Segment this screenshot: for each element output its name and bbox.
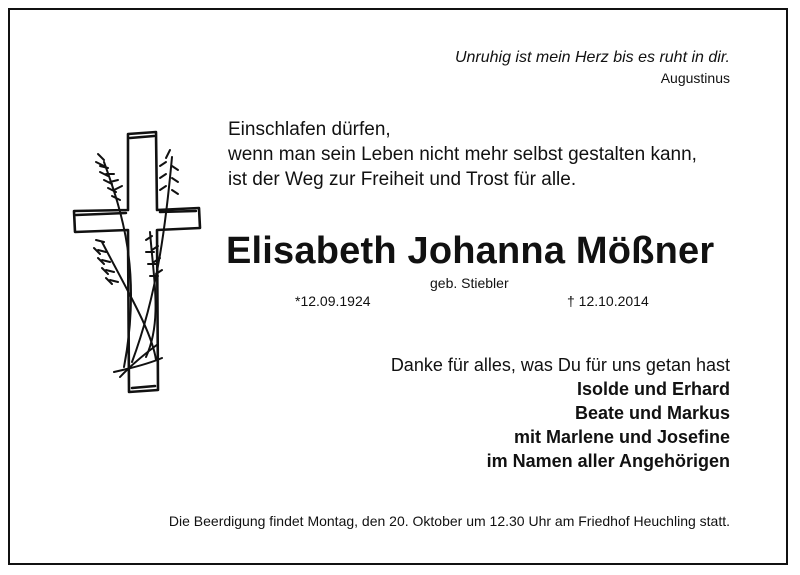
funeral-notice: Die Beerdigung findet Montag, den 20. Oktober um 12.30 Uhr am Friedhof Heuchling statt. — [168, 513, 730, 529]
mourner-line: Beate und Markus — [574, 403, 730, 423]
motto-author: Augustinus — [660, 70, 730, 86]
poem-line: ist der Weg zur Freiheit und Trost für alle. — [228, 169, 577, 190]
poem-line: wenn man sein Leben nicht mehr selbst gestalten kann, — [228, 144, 697, 165]
motto-block — [455, 47, 730, 87]
maiden-name: geb. Stiebler — [430, 275, 509, 291]
thanks-intro: Danke für alles, was Du für uns getan hast — [390, 355, 730, 375]
mourner-line: im Namen aller Angehörigen — [486, 451, 730, 471]
motto-quote: Unruhig ist mein Herz bis es ruht in dir. — [454, 49, 730, 66]
cross-with-wheat-icon — [62, 122, 212, 402]
poem-block — [228, 117, 697, 192]
deceased-name: Elisabeth Johanna Mößner — [226, 230, 715, 272]
death-date: † 12.10.2014 — [567, 293, 649, 309]
mourner-line: Isolde und Erhard — [576, 379, 730, 399]
poem-line: Einschlafen dürfen, — [228, 119, 391, 140]
birth-date: *12.09.1924 — [295, 293, 371, 309]
thanks-block — [391, 353, 730, 473]
mourner-line: mit Marlene und Josefine — [513, 427, 730, 447]
